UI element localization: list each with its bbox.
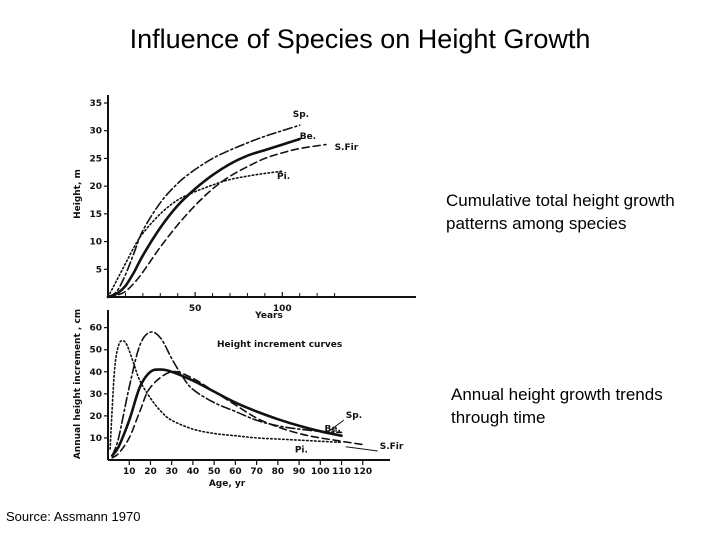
y-tick-label: 5	[95, 265, 102, 276]
y-tick-label: 40	[89, 367, 102, 378]
y-axis-label: Annual height increment , cm	[73, 308, 83, 460]
height-increment-chart	[73, 309, 404, 489]
x-tick-label: 20	[144, 467, 157, 477]
y-tick-label: 30	[89, 389, 102, 400]
series-label: Pi.	[294, 445, 308, 456]
height-growth-charts	[62, 84, 430, 496]
series-label-leader	[346, 447, 378, 451]
x-tick-label: 30	[165, 467, 178, 477]
x-tick-label: 10	[122, 467, 136, 477]
y-tick-label: 25	[89, 154, 102, 165]
x-tick-label: 120	[353, 467, 373, 477]
series-label: Be.	[324, 424, 341, 435]
height-growth-figure	[62, 84, 430, 496]
x-tick-label: 90	[292, 467, 306, 477]
chart-title: Height increment curves	[217, 340, 343, 350]
x-tick-label: 60	[229, 467, 242, 477]
series-label: Sp.	[345, 411, 363, 422]
x-tick-label: 100	[272, 304, 292, 314]
y-tick-label: 35	[89, 99, 102, 109]
series-label: S.Fir	[334, 143, 359, 154]
series-label: Be.	[299, 132, 317, 143]
series-label: Sp.	[292, 109, 310, 120]
x-tick-label: 40	[186, 467, 200, 477]
y-tick-label: 15	[89, 209, 102, 220]
series-line-sfir	[112, 372, 363, 458]
series-line-be	[108, 139, 300, 297]
y-tick-label: 20	[89, 411, 102, 422]
x-tick-label: 110	[332, 467, 351, 477]
slide-title: Influence of Species on Height Growth	[129, 24, 591, 54]
y-axis-label: Height, m	[73, 169, 83, 219]
series-line-pi	[110, 341, 341, 449]
y-tick-label: 60	[89, 323, 102, 334]
x-tick-label: 80	[271, 467, 285, 477]
caption-annual-growth: Annual height growth trends through time	[451, 385, 663, 427]
y-tick-label: 10	[89, 433, 102, 444]
y-tick-label: 10	[89, 237, 102, 248]
x-tick-label: 100	[310, 467, 330, 477]
series-line-be	[112, 370, 341, 456]
series-line-sfir	[108, 145, 326, 297]
x-tick-label: 50	[188, 304, 202, 314]
series-line-sp	[108, 125, 300, 297]
cumulative-height-chart	[73, 95, 416, 321]
y-tick-label: 20	[89, 182, 102, 193]
source-citation: Source: Assmann 1970	[6, 509, 141, 524]
series-label: Pi.	[277, 171, 291, 182]
x-axis-label: Age, yr	[208, 479, 246, 489]
caption-cumulative-height: Cumulative total height growth patterns among species	[446, 191, 675, 233]
x-tick-label: 50	[207, 467, 221, 477]
y-tick-label: 50	[89, 345, 102, 356]
y-tick-label: 30	[89, 126, 102, 137]
x-tick-label: 70	[250, 467, 263, 477]
x-axis-label: Years	[255, 311, 283, 321]
series-label: S.Fir	[379, 441, 404, 452]
